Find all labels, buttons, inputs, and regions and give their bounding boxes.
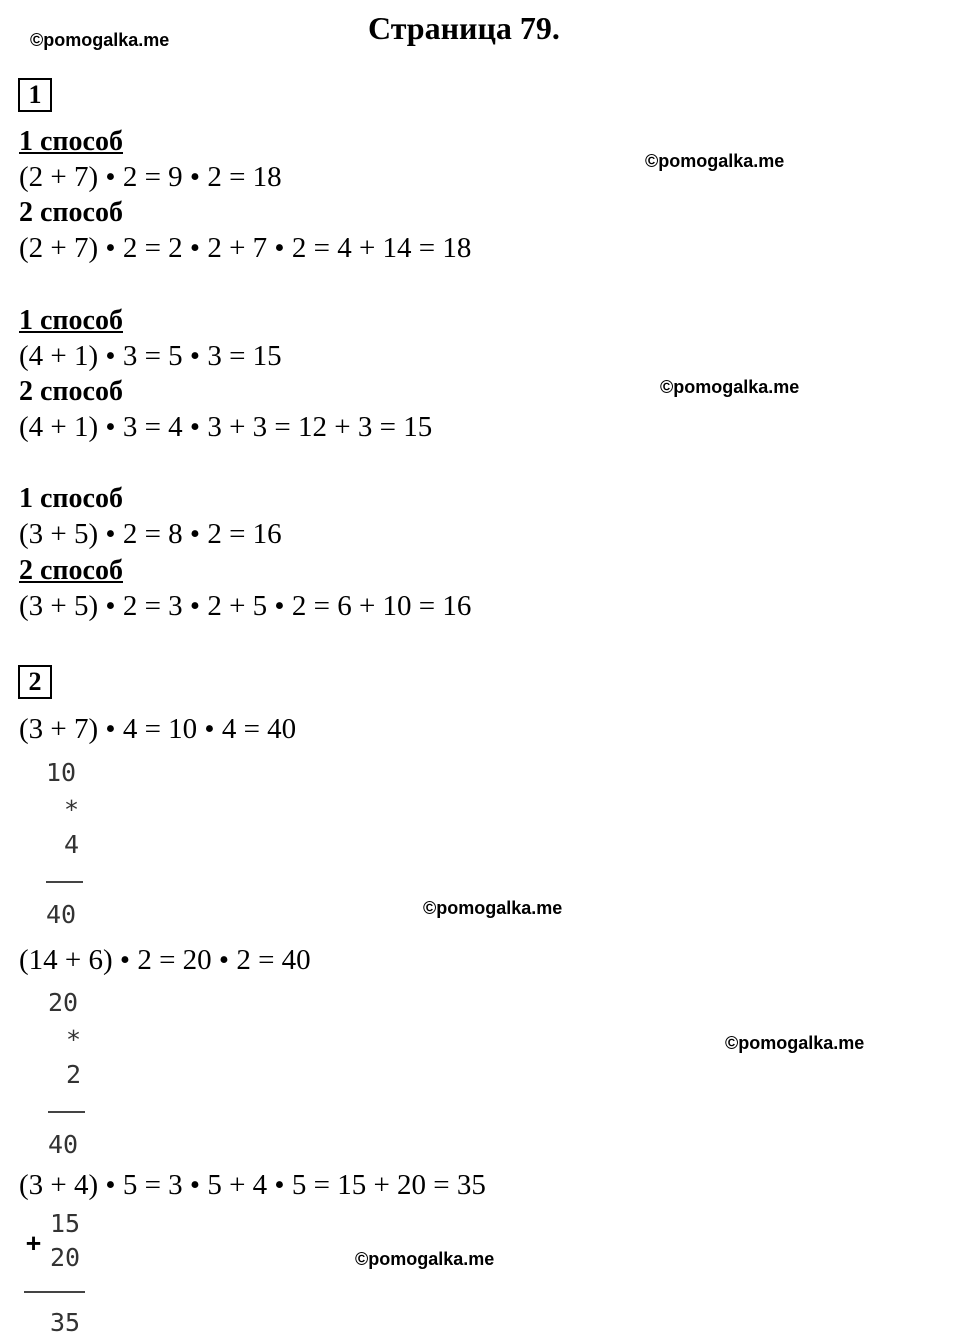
column-operator: *	[64, 795, 80, 824]
column-bottom-operand: 20	[50, 1243, 81, 1272]
watermark: ©pomogalka.me	[645, 151, 785, 171]
equation: (2 + 7) • 2 = 2 • 2 + 7 • 2 = 4 + 14 = 18	[19, 232, 472, 264]
method-label: 2 способ	[19, 555, 123, 586]
column-bottom-operand: 4	[64, 830, 80, 859]
equation: (2 + 7) • 2 = 9 • 2 = 18	[19, 161, 282, 193]
watermark: ©pomogalka.me	[355, 1249, 495, 1269]
method-label: 1 способ	[19, 126, 123, 157]
watermark: ©pomogalka.me	[725, 1033, 865, 1053]
column-operator: +	[26, 1228, 42, 1257]
equation: (3 + 4) • 5 = 3 • 5 + 4 • 5 = 15 + 20 = 35	[19, 1169, 486, 1201]
equation: (3 + 5) • 2 = 8 • 2 = 16	[19, 518, 282, 550]
method-label: 2 способ	[19, 197, 123, 228]
watermark: ©pomogalka.me	[660, 377, 800, 397]
column-rule	[46, 881, 83, 883]
task-number-box: 1	[18, 78, 52, 112]
column-operator: *	[66, 1025, 82, 1054]
column-result: 35	[50, 1308, 81, 1337]
column-rule	[24, 1291, 85, 1293]
page-title: Страница 79.	[368, 10, 560, 46]
task-number-box: 2	[18, 665, 52, 699]
equation: (3 + 7) • 4 = 10 • 4 = 40	[19, 713, 297, 745]
column-rule	[48, 1111, 85, 1113]
equation: (4 + 1) • 3 = 5 • 3 = 15	[19, 340, 282, 372]
method-label: 2 способ	[19, 376, 123, 407]
column-top-operand: 15	[50, 1209, 81, 1238]
watermark: ©pomogalka.me	[423, 898, 563, 918]
equation: (14 + 6) • 2 = 20 • 2 = 40	[19, 944, 311, 976]
method-label: 1 способ	[19, 483, 123, 514]
column-result: 40	[48, 1130, 79, 1159]
method-label: 1 способ	[19, 305, 123, 336]
column-result: 40	[46, 900, 77, 929]
column-top-operand: 20	[48, 988, 79, 1017]
column-bottom-operand: 2	[66, 1060, 82, 1089]
watermark: ©pomogalka.me	[30, 30, 170, 50]
equation: (3 + 5) • 2 = 3 • 2 + 5 • 2 = 6 + 10 = 16	[19, 590, 472, 622]
column-top-operand: 10	[46, 758, 77, 787]
equation: (4 + 1) • 3 = 4 • 3 + 3 = 12 + 3 = 15	[19, 411, 433, 443]
